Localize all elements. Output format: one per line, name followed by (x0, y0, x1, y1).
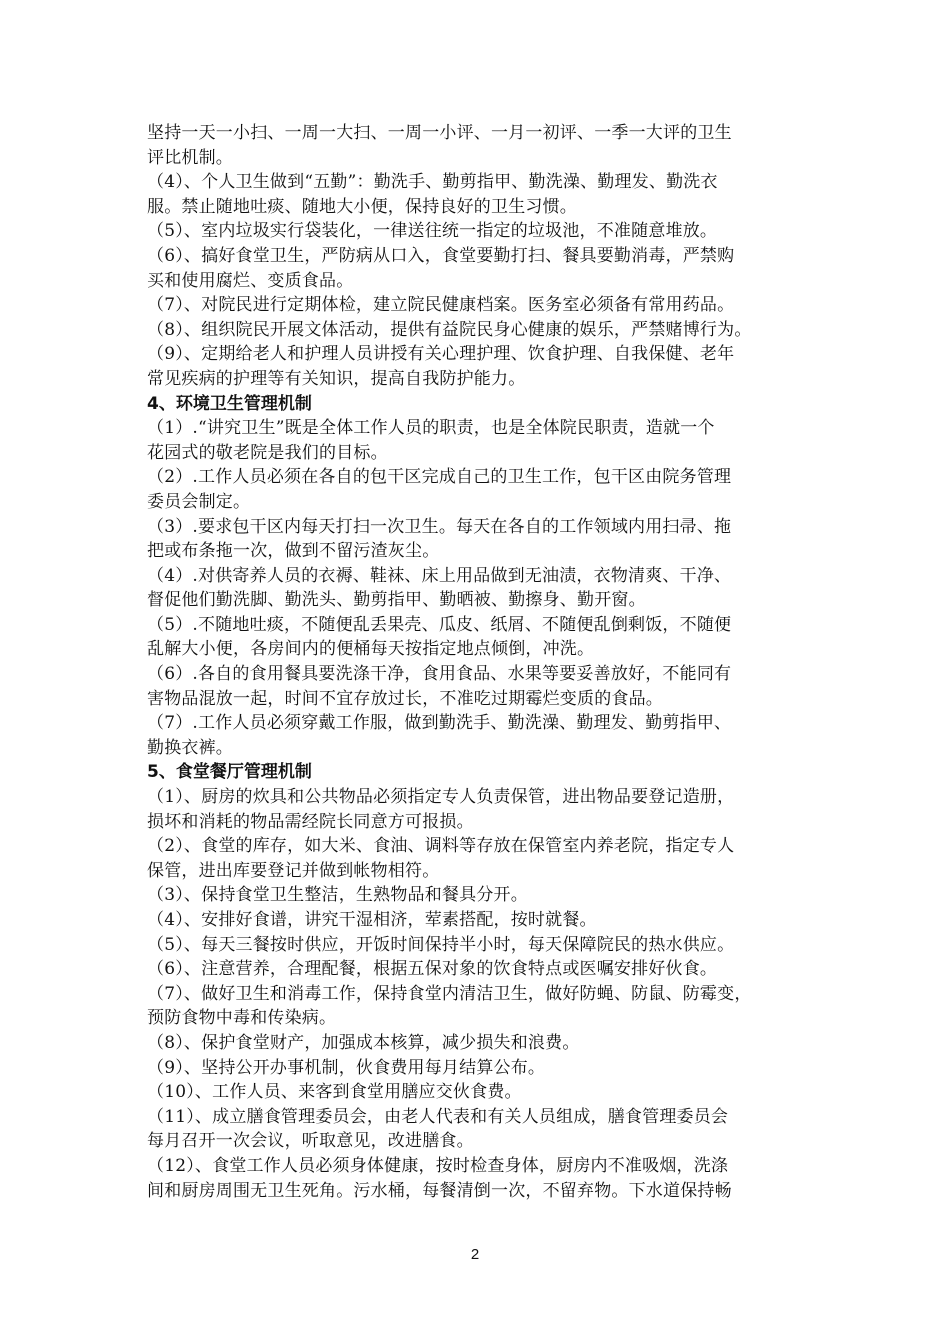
paragraph (147, 662, 827, 711)
document-body (147, 121, 827, 1203)
text-line: 评比机制。 (147, 147, 233, 168)
paragraph (147, 711, 827, 760)
paragraph (147, 785, 827, 834)
text-line: 乱解大小便，各房间内的便桶每天按指定地点倾倒，冲洗。 (147, 639, 595, 660)
text-line: （2）、食堂的库存，如大米、食油、调料等存放在保管室内养老院，指定专人 (147, 836, 735, 857)
paragraph (147, 982, 827, 1031)
paragraph (147, 170, 827, 219)
text-line: 坚持一天一小扫、一周一大扫、一周一小评、一月一初评、一季一大评的卫生 (147, 123, 732, 143)
paragraph (147, 1080, 827, 1105)
text-line: （5）.不随地吐痰，不随便乱丢果壳、瓜皮、纸屑、不随便乱倒剩饭，不随便 (147, 614, 732, 635)
paragraph (147, 933, 827, 958)
paragraph (147, 515, 827, 564)
paragraph (147, 1056, 827, 1081)
paragraph (147, 121, 827, 170)
text-line: （4）、个人卫生做到“五勤”：勤洗手、勤剪指甲、勤洗澡、勤理发、勤洗衣 (147, 172, 718, 193)
paragraph (147, 1105, 827, 1154)
paragraph (147, 957, 827, 982)
text-line: （9）、坚持公开办事机制，伙食费用每月结算公布。 (147, 1057, 546, 1078)
text-line: 服。禁止随地吐痰、随地大小便，保持良好的卫生习惯。 (147, 196, 577, 217)
paragraph (147, 883, 827, 908)
text-line: 督促他们勤洗脚、勤洗头、勤剪指甲、勤晒被、勤擦身、勤开窗。 (147, 590, 646, 611)
paragraph (147, 1031, 827, 1056)
text-line: （5）、室内垃圾实行袋装化，一律送往统一指定的垃圾池，不准随意堆放。 (147, 221, 718, 242)
paragraph (147, 613, 827, 662)
paragraph (147, 416, 827, 465)
text-line: （6）、搞好食堂卫生，严防病从口入，食堂要勤打扫、餐具要勤消毒，严禁购 (147, 245, 735, 266)
text-line: 间和厨房周围无卫生死角。污水桶，每餐清倒一次，不留弃物。下水道保持畅 (147, 1180, 732, 1201)
text-line: （11）、成立膳食管理委员会，由老人代表和有关人员组成，膳食管理委员会 (147, 1106, 729, 1127)
text-line: 损坏和消耗的物品需经院长同意方可报损。 (147, 811, 474, 832)
paragraph (147, 219, 827, 244)
paragraph (147, 244, 827, 293)
section-heading-environment-hygiene (147, 392, 827, 417)
text-line: （4）、安排好食谱，讲究干湿相济，荤素搭配，按时就餐。 (147, 910, 597, 930)
paragraph (147, 564, 827, 613)
text-line: （1）.“讲究卫生”既是全体工作人员的职责，也是全体院民职责，造就一个 (147, 418, 715, 439)
text-line: （10）、工作人员、来客到食堂用膳应交伙食费。 (147, 1082, 522, 1103)
text-line: （8）、组织院民开展文体活动，提供有益院民身心健康的娱乐，严禁赌博行为。 (147, 319, 752, 340)
text-line: （1）、厨房的炊具和公共物品必须指定专人负责保管，进出物品要登记造册， (147, 787, 735, 808)
text-line: （5）、每天三餐按时供应，开饭时间保持半小时，每天保障院民的热水供应。 (147, 934, 735, 955)
text-line: 害物品混放一起，时间不宜存放过长，不准吃过期霉烂变质的食品。 (147, 688, 663, 709)
section-heading: 5、食堂餐厅管理机制 (147, 762, 312, 783)
paragraph (147, 465, 827, 514)
paragraph (147, 342, 827, 391)
text-line: 花园式的敬老院是我们的目标。 (147, 442, 388, 463)
text-line: （6）.各自的食用餐具要洗涤干净，食用食品、水果等要妥善放好，不能同有 (147, 664, 732, 685)
paragraph (147, 834, 827, 883)
page-number: 2 (470, 1246, 480, 1263)
text-line: 勤换衣裤。 (147, 737, 233, 758)
section-heading: 4、环境卫生管理机制 (147, 393, 312, 414)
paragraph (147, 318, 827, 343)
text-line: 把或布条拖一次，做到不留污渣灰尘。 (147, 541, 440, 562)
text-line: 保管，进出库要登记并做到帐物相符。 (147, 860, 440, 881)
text-line: 委员会制定。 (147, 491, 251, 512)
text-line: （7）.工作人员必须穿戴工作服，做到勤洗手、勤洗澡、勤理发、勤剪指甲、 (147, 713, 732, 734)
text-line: （4）.对供寄养人员的衣褥、鞋袜、床上用品做到无油渍，衣物清爽、干净、 (147, 565, 732, 586)
text-line: 预防食物中毒和传染病。 (147, 1008, 337, 1029)
text-line: 买和使用腐烂、变质食品。 (147, 270, 354, 291)
paragraph (147, 908, 827, 933)
text-line: （3）、保持食堂卫生整洁，生熟物品和餐具分开。 (147, 885, 528, 906)
text-line: （6）、注意营养，合理配餐，根据五保对象的饮食特点或医嘱安排好伙食。 (147, 959, 718, 980)
paragraph (147, 293, 827, 318)
paragraph (147, 1154, 827, 1203)
text-line: （2）.工作人员必须在各自的包干区完成自己的卫生工作，包干区由院务管理 (147, 467, 732, 488)
text-line: （8）、保护食堂财产，加强成本核算，减少损失和浪费。 (147, 1032, 580, 1053)
section-heading-canteen-management (147, 760, 827, 785)
text-line: 每月召开一次会议，听取意见，改进膳食。 (147, 1131, 474, 1152)
text-line: （12）、食堂工作人员必须身体健康，按时检查身体，厨房内不准吸烟，洗涤 (147, 1155, 729, 1176)
text-line: （7）、做好卫生和消毒工作，保持食堂内清洁卫生，做好防蝇、防鼠、防霉变， (147, 983, 752, 1004)
text-line: （7）、对院民进行定期体检，建立院民健康档案。医务室必须备有常用药品。 (147, 295, 735, 316)
text-line: 常见疾病的护理等有关知识，提高自我防护能力。 (147, 368, 526, 389)
text-line: （9）、定期给老人和护理人员讲授有关心理护理、饮食护理、自我保健、老年 (147, 344, 735, 365)
text-line: （3）.要求包干区内每天打扫一次卫生。每天在各自的工作领域内用扫帚、拖 (147, 516, 732, 537)
